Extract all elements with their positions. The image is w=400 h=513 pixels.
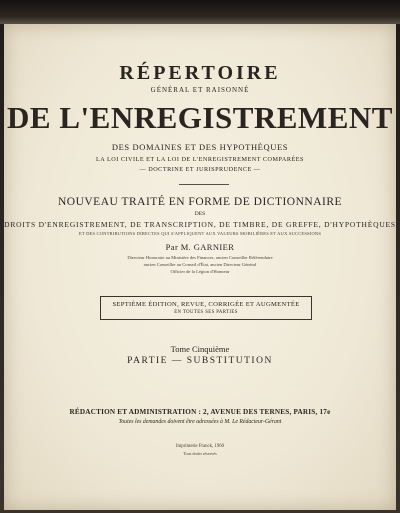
author-bio-3: Officier de la Légion d'Honneur <box>170 269 230 274</box>
subtitle-domaines: DES DOMAINES ET DES HYPOTHÈQUES <box>111 142 289 152</box>
edition-line-1: SEPTIÈME ÉDITION, REVUE, CORRIGÉE ET AUGMENTÉE <box>112 301 300 308</box>
edition-line-2: EN TOUTES SES PARTIES <box>174 310 238 315</box>
subtitle-loi: LA LOI CIVILE ET LA LOI DE L'ENREGISTREMENT COMPARÉES <box>96 156 304 163</box>
adresser-note: Toutes les demandes doivent être adressées à M. Le Rédacteur-Gérant <box>118 419 282 425</box>
partie-label: PARTIE — SUBSTITUTION <box>127 356 273 366</box>
heading-nouveau-traite: NOUVEAU TRAITÉ EN FORME DE DICTIONNAIRE <box>57 196 343 208</box>
title-page <box>4 24 396 510</box>
subtitle-general: GÉNÉRAL ET RAISONNÉ <box>150 86 250 94</box>
title-repertoire: RÉPERTOIRE <box>119 62 281 84</box>
author-bio-2: ancien Conseiller au Conseil d'État, ancien Directeur Général <box>143 262 257 267</box>
author-name: Par M. GARNIER <box>165 242 235 252</box>
printer-line-2: Tous droits réservés <box>183 451 217 456</box>
redaction-address: RÉDACTION ET ADMINISTRATION : 2, AVENUE DES TERNES, PARIS, 17e <box>69 408 331 416</box>
divider-rule <box>179 184 229 185</box>
text-droits: DROITS D'ENREGISTREMENT, DE TRANSCRIPTION, DE TIMBRE, DE GREFFE, D'HYPOTHÈQUES <box>4 220 396 229</box>
tome-label: Tome Cinquième <box>170 344 230 354</box>
subtitle-doctrine: — DOCTRINE ET JURISPRUDENCE — <box>139 166 261 173</box>
book-cover-edge <box>0 0 400 24</box>
text-des: DES <box>194 211 206 217</box>
main-title: DE L'ENREGISTREMENT <box>7 100 393 135</box>
edition-box <box>100 296 312 320</box>
author-bio-1: Directeur Honoraire au Ministère des Finances, ancien Conseiller Référendaire <box>127 255 273 260</box>
text-droits-sub: ET DES CONTRIBUTIONS DIRECTES QUI S'APPLIQUENT AUX VALEURS MOBILIÈRES ET AUX SUCCESSIONS <box>78 231 322 236</box>
printer-line: Imprimerie Franck, 1960 <box>175 444 225 449</box>
